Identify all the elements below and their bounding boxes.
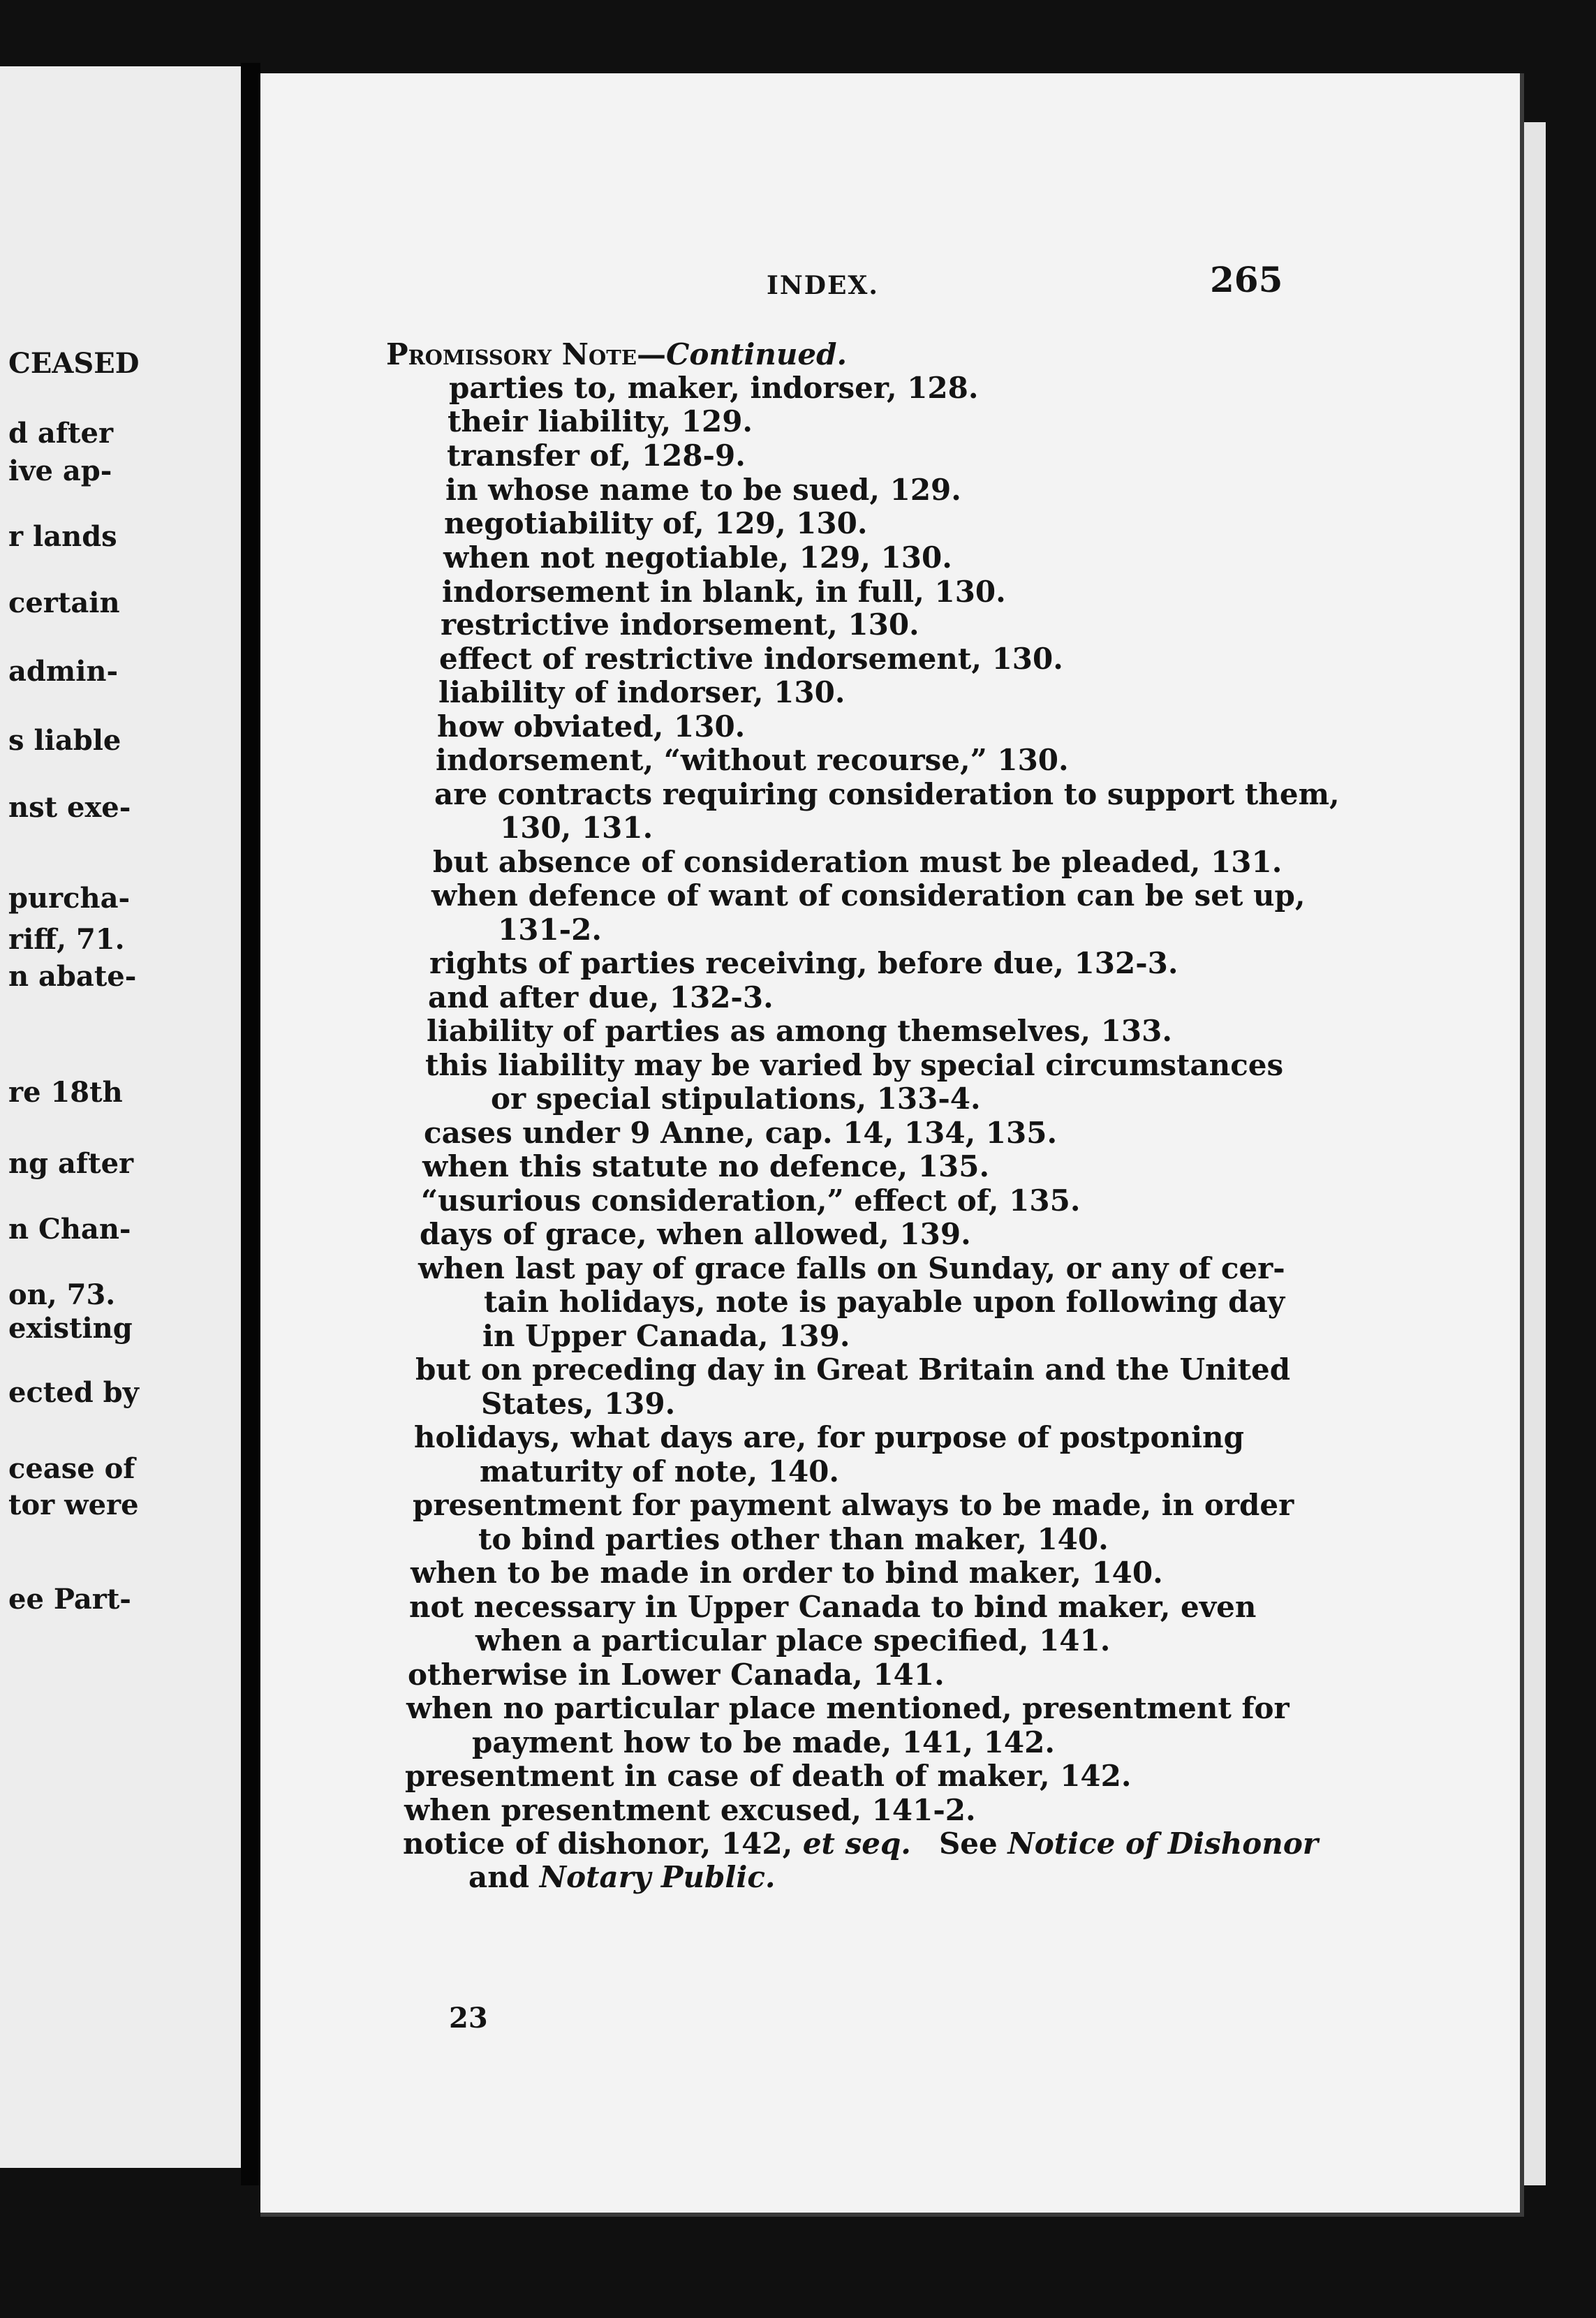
previous-page-edge [0,66,241,2168]
index-entry: otherwise in Lower Canada, 141. [408,1658,945,1692]
left-page-fragment: ected by [8,1376,139,1409]
index-entry: or special stipulations, 133-4. [491,1082,981,1116]
index-entry: when this statute no defence, 135. [422,1149,990,1183]
index-entry: when a particular place specified, 141. [475,1623,1111,1658]
left-page-fragment: purcha- [8,882,131,915]
notice-ref-notary: Notary Public. [539,1860,776,1894]
notice-see: See [938,1826,1008,1861]
book-spine [241,63,260,2185]
left-page-fragment: n Chan- [8,1213,131,1246]
left-page-fragment: d after [8,417,114,450]
index-entry: “usurious consideration,” effect of, 135. [421,1183,1081,1218]
index-entry: tain holidays, note is payable upon following day [484,1285,1285,1319]
left-page-fragment: riff, 71. [8,923,125,956]
index-entry: when not negotiable, 129, 130. [443,540,952,575]
index-entry: parties to, maker, indorser, 128. [449,371,979,405]
index-entry: States, 139. [481,1387,676,1421]
notice-and: and [468,1860,540,1894]
running-head: INDEX. [767,271,879,300]
index-entry: when defence of want of consideration can be set up, [431,878,1306,913]
left-page-fragment: ive ap- [8,455,112,487]
left-page-fragment: s liable [8,724,121,757]
index-page [260,73,1524,2217]
index-entry: maturity of note, 140. [480,1454,840,1489]
index-entry: their liability, 129. [448,404,753,438]
index-entry-notice [403,1826,1318,1861]
index-entry: when presentment excused, 141-2. [404,1793,976,1827]
left-page-fragment: re 18th [8,1076,123,1109]
left-page-fragment: n abate- [8,960,137,993]
index-entry: but absence of consideration must be pleaded, 131. [433,845,1283,879]
left-page-fragment: CEASED [8,347,140,380]
left-page-fragment: on, 73. [8,1278,116,1311]
index-entry: effect of restrictive indorsement, 130. [439,642,1063,676]
index-entry: indorsement in blank, in full, 130. [442,575,1006,609]
index-entry: this liability may be varied by special circumstances [425,1048,1284,1082]
index-entry: liability of parties as among themselves, 133. [427,1014,1172,1048]
left-page-fragment: r lands [8,520,117,553]
index-entry: negotiability of, 129, 130. [444,506,868,540]
index-entry: liability of indorser, 130. [438,675,845,709]
page-number: 265 [1210,259,1283,300]
index-entry: cases under 9 Anne, cap. 14, 134, 135. [424,1116,1058,1150]
index-heading [386,337,848,371]
index-entry: presentment for payment always to be made, in order [413,1488,1294,1522]
notice-ref-dishonor: Notice of Dishonor [1007,1826,1318,1861]
left-page-fragment: admin- [8,655,119,688]
index-entry: presentment in case of death of maker, 142. [405,1759,1132,1793]
notice-et-seq: et seq. [802,1826,911,1861]
left-page-fragment: certain [8,586,120,619]
index-entry: restrictive indorsement, 130. [441,607,919,642]
index-entry: to bind parties other than maker, 140. [478,1522,1109,1556]
notice-prefix: notice of dishonor, 142, [403,1826,803,1861]
index-entry: when last pay of grace falls on Sunday, or any of cer- [418,1251,1285,1285]
left-page-fragment: existing [8,1312,133,1345]
index-entry: rights of parties receiving, before due, 132-3. [429,946,1178,980]
left-page-fragment: ng after [8,1147,134,1180]
index-entry: and after due, 132-3. [428,980,774,1014]
index-entry: days of grace, when allowed, 139. [420,1217,971,1251]
index-entry: when to be made in order to bind maker, 140. [411,1556,1163,1590]
index-entry: but on preceding day in Great Britain and the United [415,1352,1291,1387]
index-entry: transfer of, 128-9. [447,438,746,473]
left-page-fragment: tor were [8,1489,139,1521]
index-entry: when no particular place mentioned, presentment for [406,1691,1290,1725]
index-entry: how obviated, 130. [437,709,746,744]
index-entry: 131-2. [498,913,602,947]
index-entry: are contracts requiring consideration to support them, [434,777,1340,811]
left-page-fragment: nst exe- [8,791,131,824]
index-entry: in whose name to be sued, 129. [445,473,961,507]
heading-continued: Continued. [666,337,848,371]
index-entry: not necessary in Upper Canada to bind maker, even [409,1590,1257,1624]
index-entry: indorsement, “without recourse,” 130. [436,743,1069,777]
heading-term: Promissory Note— [386,337,666,371]
left-page-fragment: ee Part- [8,1583,131,1616]
index-entry: in Upper Canada, 139. [482,1319,850,1353]
index-entry: holidays, what days are, for purpose of postponing [414,1420,1244,1454]
index-entry: payment how to be made, 141, 142. [472,1725,1055,1759]
signature-mark: 23 [449,2002,488,2035]
index-entry: 130, 131. [500,811,653,845]
index-entry-notice-cont [468,1860,776,1894]
left-page-fragment: cease of [8,1452,135,1485]
